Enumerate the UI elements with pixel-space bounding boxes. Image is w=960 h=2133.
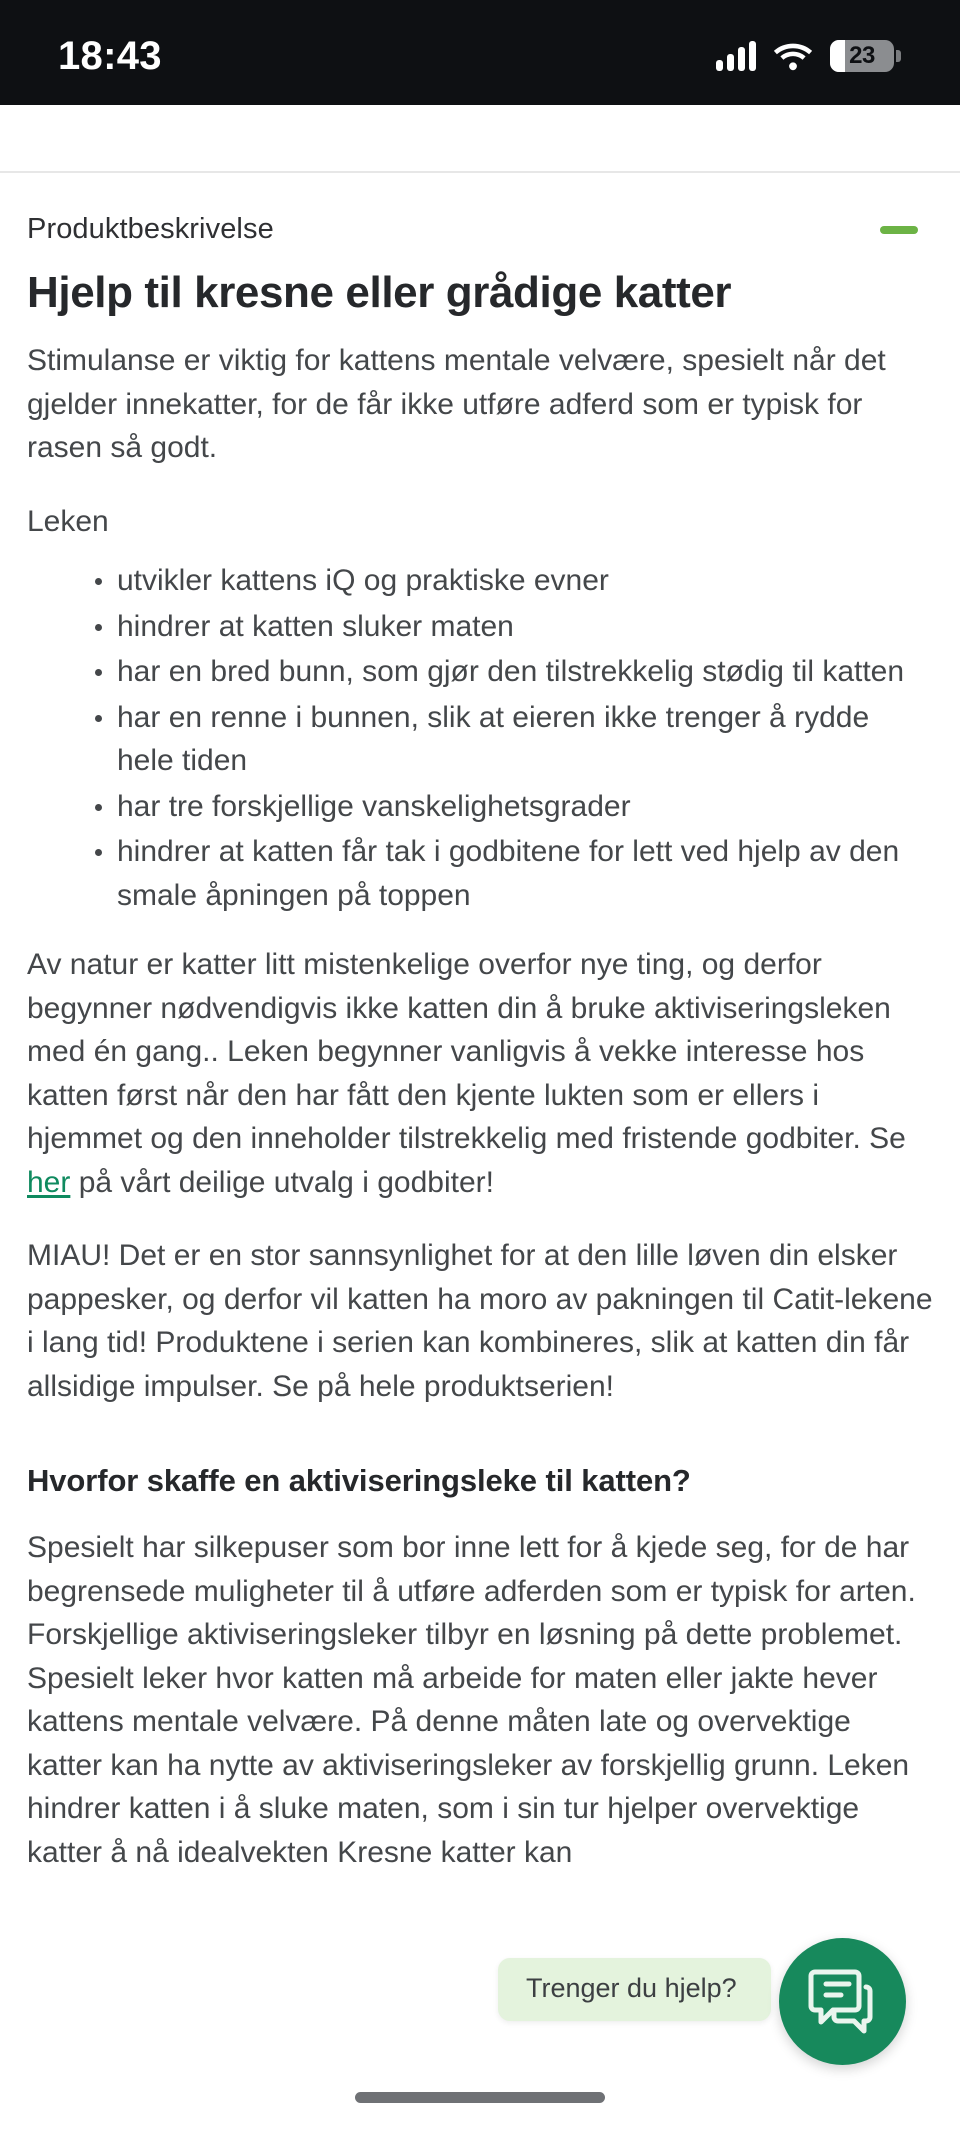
page-top-gap (0, 105, 960, 171)
nature-paragraph-text-after: på vårt deilige utvalg i godbiter! (70, 1165, 494, 1199)
product-description-content (0, 268, 960, 1874)
minus-icon[interactable] (880, 226, 918, 234)
list-lead-text: Leken (27, 504, 109, 538)
status-bar (0, 0, 960, 105)
home-indicator[interactable] (355, 2092, 605, 2103)
chat-tooltip[interactable]: Trenger du hjelp? (498, 1958, 771, 2021)
closing-paragraph: Spesielt har silkepuser som bor inne lett for å kjede seg, for de har begrensede muligheter til å utføre adferden som er typisk for arten. Forskjellige aktiviseringsleker tilbyr en løsning på dette problemet. Spesielt leker hvor katten må arbeide for maten eller jakte hever kattens mentale velvære. På denne måten late og overvektige katter kan ha nytte av aktiviseringsleker av forskjellig grunn. Leken hindrer katten i å sluke maten, som i sin tur hjelper overvektige katter å nå idealvekten Kresne katter kan (27, 1531, 916, 1869)
list-item: har en bred bunn, som gjør den tilstrekkelig stødig til katten (95, 650, 933, 694)
list-item: hindrer at katten sluker maten (95, 605, 933, 649)
list-item: utvikler kattens iQ og praktiske evner (95, 559, 933, 603)
status-bar-clock: 18:43 (58, 33, 162, 78)
nature-paragraph-text-before: Av natur er katter litt mistenkelige overfor nye ting, og derfor begynner nødvendigvis ikke katten din å bruke aktiviseringsleken med én gang.. Leken begynner vanligvis å vekke interesse hos katten først når den har fått den kjente lukten som er ellers i hjemmet og den inneholder tilstrekkelig med fristende godbiter. Se (27, 948, 906, 1156)
accordion-title: Produktbeskrivelse (27, 213, 274, 245)
accordion-header-produktbeskrivelse[interactable] (0, 173, 960, 268)
battery-icon (830, 40, 894, 72)
intro-paragraph: Stimulanse er viktig for kattens mentale velvære, spesielt når det gjelder innekatter, for de får ikke utføre adferd som er typisk for rasen så godt. (27, 344, 886, 465)
status-bar-indicators (716, 40, 894, 72)
section-heading-hvorfor: Hvorfor skaffe en aktiviseringsleke til katten? (27, 1463, 691, 1499)
list-item: har tre forskjellige vanskelighetsgrader (95, 785, 933, 829)
feature-bullet-list (27, 559, 933, 917)
page-title: Hjelp til kresne eller grådige katter (27, 268, 732, 317)
list-item: hindrer at katten får tak i godbitene for lett ved hjelp av den smale åpningen på toppen (95, 830, 933, 917)
cellular-signal-icon (716, 41, 756, 71)
list-item: har en renne i bunnen, slik at eieren ikke trenger å rydde hele tiden (95, 696, 933, 783)
battery-percent-label: 23 (849, 41, 875, 69)
wifi-icon (774, 41, 812, 71)
nature-paragraph (27, 943, 933, 1204)
chat-support-button[interactable] (779, 1938, 906, 2065)
godbiter-link[interactable]: her (27, 1165, 71, 1199)
chat-bubbles-icon (805, 1964, 881, 2040)
miau-paragraph: MIAU! Det er en stor sannsynlighet for at den lille løven din elsker pappesker, og derfor vil katten ha moro av pakningen til Catit-lekene i lang tid! Produktene i serien kan kombineres, slik at katten din får allsidige impulser. Se på hele produktserien! (27, 1239, 933, 1403)
